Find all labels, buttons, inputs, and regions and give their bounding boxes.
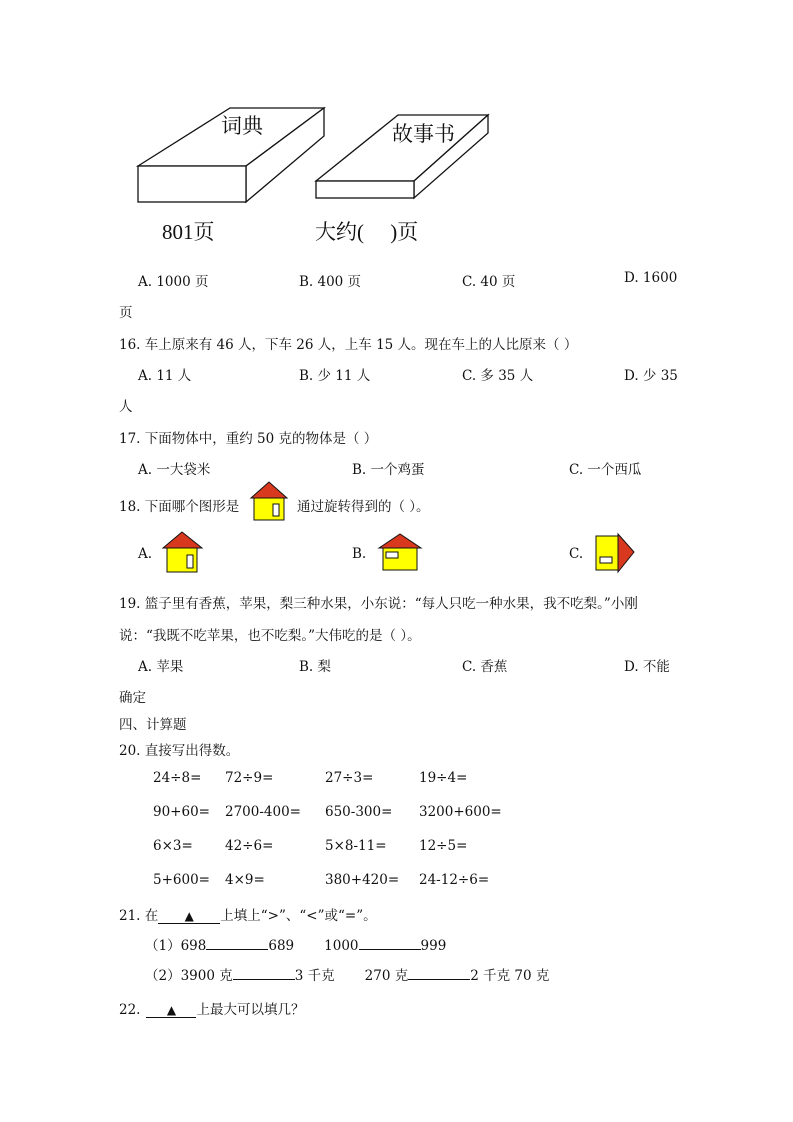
q18-option-b-house-icon[interactable] (376, 532, 424, 572)
dictionary-pages: 801页 (162, 220, 215, 244)
q19-option-d-wrap: 确定 (119, 690, 146, 706)
q21-row2-c: 270 克 (364, 968, 409, 984)
q21-row2-num: （2） (145, 968, 181, 984)
q18-stem-part1: 18. 下面哪个图形是 (119, 499, 240, 515)
q18-option-c-label[interactable]: C. (569, 546, 584, 562)
answer-blank[interactable] (233, 965, 295, 980)
q20-item: 5+600= (153, 872, 210, 888)
q15-option-d-wrap: 页 (119, 305, 133, 321)
q20-item: 42÷6= (225, 838, 274, 854)
q18-reference-house-icon (246, 480, 292, 522)
q15-option-d[interactable]: D. 1600 (624, 270, 678, 286)
q16-option-d[interactable]: D. 少 35 (624, 368, 678, 384)
answer-blank[interactable] (206, 935, 268, 950)
q16-stem: 16. 车上原来有 46 人，下车 26 人，上车 15 人。现在车上的人比原来（ ） (119, 337, 578, 353)
dictionary-title: 词典 (221, 114, 263, 138)
q21-row2-d: 2 千克 70 克 (470, 968, 550, 984)
triangle-blank-icon: ▲ (158, 909, 220, 924)
answer-blank[interactable] (408, 965, 470, 980)
q18-stem-part2: 通过旋转得到的（ ）。 (297, 499, 430, 515)
q15-option-a[interactable]: A. 1000 页 (138, 274, 209, 290)
q19-stem-line2: 说：“我既不吃苹果，也不吃梨。”大伟吃的是（ ）。 (119, 628, 421, 644)
q21-row2-b: 3 千克 (294, 968, 335, 984)
q17-option-c[interactable]: C. 一个西瓜 (569, 462, 642, 478)
q21-row-2 (145, 964, 549, 984)
q22-stem (119, 998, 304, 1018)
storybook-title: 故事书 (392, 122, 455, 146)
q18-option-c-house-icon[interactable] (594, 532, 638, 574)
q20-item: 4×9= (225, 872, 265, 888)
q19-option-b[interactable]: B. 梨 (299, 659, 332, 675)
q17-option-a[interactable]: A. 一大袋米 (138, 462, 211, 478)
q18-option-a-label[interactable]: A. (138, 546, 153, 562)
q21-row-1 (145, 934, 446, 954)
q20-item: 6×3= (153, 838, 193, 854)
q20-item: 12÷5= (419, 838, 468, 854)
q16-option-b[interactable]: B. 少 11 人 (299, 368, 371, 384)
q21-suffix: 上填上“>”、“<”或“=”。 (220, 908, 377, 924)
q15-option-b[interactable]: B. 400 页 (299, 274, 362, 290)
q20-item: 27÷3= (325, 770, 374, 786)
answer-blank[interactable] (359, 935, 421, 950)
q17-option-b[interactable]: B. 一个鸡蛋 (352, 462, 425, 478)
q21-row1-d: 999 (420, 938, 447, 954)
q15-option-c[interactable]: C. 40 页 (462, 274, 516, 290)
q20-item: 24-12÷6= (419, 872, 490, 888)
q18-option-b-label[interactable]: B. (352, 546, 367, 562)
q16-option-a[interactable]: A. 11 人 (138, 368, 192, 384)
q18-option-a-house-icon[interactable] (160, 530, 206, 574)
q20-item: 650-300= (325, 804, 393, 820)
q19-option-a[interactable]: A. 苹果 (138, 659, 184, 675)
q17-stem: 17. 下面物体中，重约 50 克的物体是（ ） (119, 431, 378, 447)
q21-row1-b: 689 (268, 938, 295, 954)
q20-stem: 20. 直接写出得数。 (119, 743, 240, 759)
q21-row1-a: 698 (180, 938, 207, 954)
q19-option-c[interactable]: C. 香蕉 (462, 659, 508, 675)
q20-item: 380+420= (325, 872, 400, 888)
q20-item: 3200+600= (419, 804, 502, 820)
storybook-pages: 大约( )页 (315, 220, 419, 244)
q20-item: 19÷4= (419, 770, 468, 786)
q21-row1-num: （1） (145, 938, 181, 954)
q21-prefix: 21. 在 (119, 908, 159, 924)
q20-item: 24÷8= (153, 770, 202, 786)
section-heading: 四、计算题 (119, 717, 187, 733)
q21-row2-a: 3900 克 (180, 968, 233, 984)
q21-stem (119, 904, 377, 924)
q20-item: 72÷9= (225, 770, 274, 786)
q16-option-d-wrap: 人 (119, 399, 133, 415)
q22-prefix: 22. (119, 1002, 141, 1018)
q22-suffix: 上最大可以填几？ (196, 1002, 305, 1018)
q20-item: 90+60= (153, 804, 210, 820)
q19-option-d[interactable]: D. 不能 (624, 659, 670, 675)
q16-option-c[interactable]: C. 多 35 人 (462, 368, 534, 384)
q21-row1-c: 1000 (324, 938, 359, 954)
q20-item: 2700-400= (225, 804, 301, 820)
q20-item: 5×8-11= (325, 838, 387, 854)
triangle-blank-icon: ▲ (146, 1003, 196, 1018)
q19-stem-line1: 19. 篮子里有香蕉，苹果，梨三种水果，小东说：“每人只吃一种水果，我不吃梨。”小刚 (119, 596, 638, 612)
